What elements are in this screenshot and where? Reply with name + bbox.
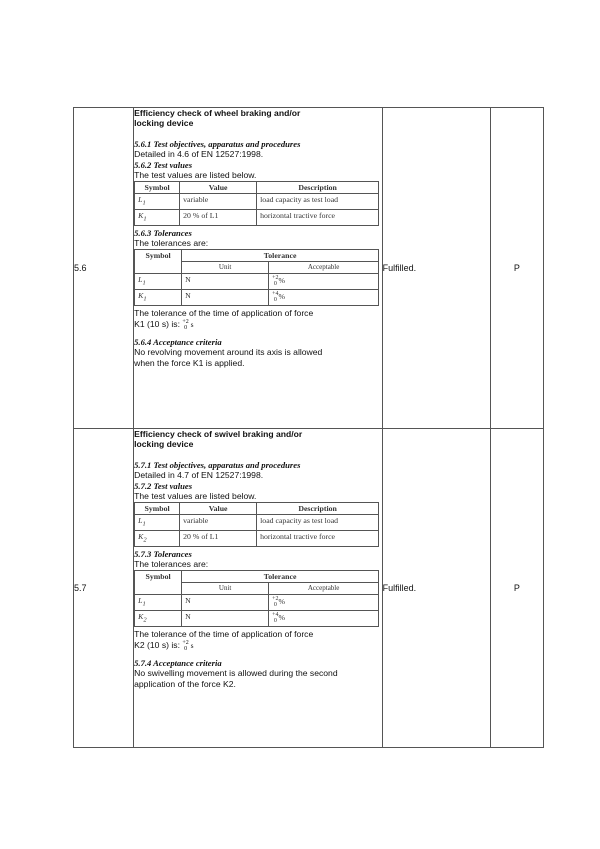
table-row: [135, 290, 379, 306]
subsection-heading: 5.7.1 Test objectives, apparatus and procedures: [134, 459, 301, 470]
table-row: [135, 611, 379, 627]
column-header: Symbol: [135, 571, 182, 595]
time-tolerance-text: K1 (10 s) is: +2 0 s: [134, 318, 194, 332]
test-report-table: [73, 107, 544, 748]
column-subheader: Acceptable: [269, 262, 379, 274]
section-title: [134, 429, 382, 450]
requirement-cell: [134, 108, 383, 429]
column-subheader: Unit: [182, 262, 269, 274]
test-values-table: [134, 502, 379, 546]
tolerances-table: [134, 570, 379, 627]
subsection-text: The tolerances are:: [134, 237, 209, 248]
section-title-line: Efficiency check of swivel braking and/or: [134, 429, 303, 439]
acceptable-cell: +4 0 %: [269, 611, 379, 627]
description-cell: load capacity as test load: [257, 194, 379, 210]
subsection-heading: 5.6.4 Acceptance criteria: [134, 337, 222, 348]
column-header: Symbol: [135, 250, 182, 274]
result-cell: Fulfilled.: [382, 108, 490, 429]
acceptable-cell: +2 0 %: [269, 274, 379, 290]
column-header: Tolerance: [182, 250, 379, 262]
section-title-line: locking device: [134, 118, 194, 129]
section-title: [134, 108, 382, 129]
report-row-5-7: [74, 429, 544, 748]
description-cell: horizontal tractive force: [257, 530, 379, 546]
description-cell: load capacity as test load: [257, 515, 379, 531]
column-subheader: Unit: [182, 583, 269, 595]
symbol-cell: $K_1$: [135, 290, 182, 306]
table-row: [135, 595, 379, 611]
table-row: [135, 209, 379, 225]
report-row-5-6: [74, 108, 544, 429]
acceptable-cell: +4 0 %: [269, 290, 379, 306]
subsection-text: The test values are listed below.: [134, 170, 257, 181]
subsection-text: when the force K1 is applied.: [134, 357, 245, 368]
clause-number: 5.6: [74, 108, 134, 429]
subsection-heading: 5.6.1 Test objectives, apparatus and procedures: [134, 138, 301, 149]
verdict-cell: P: [490, 108, 543, 429]
subsection-text: The test values are listed below.: [134, 491, 257, 502]
column-header: Symbol: [135, 503, 180, 515]
symbol-cell: $L_1$: [135, 515, 180, 531]
table-row: [135, 274, 379, 290]
time-tolerance-text: K2 (10 s) is: +2 0 s: [134, 639, 194, 653]
column-header: Value: [180, 503, 257, 515]
column-header: Description: [257, 503, 379, 515]
symbol-cell: $K_1$: [135, 209, 180, 225]
subsection-heading: 5.7.4 Acceptance criteria: [134, 658, 222, 669]
clause-number: 5.7: [74, 429, 134, 748]
column-header: Symbol: [135, 182, 180, 194]
subsection-text: Detailed in 4.6 of EN 12527:1998.: [134, 149, 264, 160]
column-header: Tolerance: [182, 571, 379, 583]
time-tolerance-text: The tolerance of the time of application of force: [134, 629, 314, 640]
column-subheader: Acceptable: [269, 583, 379, 595]
test-values-table: [134, 181, 379, 225]
symbol-cell: $K_2$: [135, 611, 182, 627]
symbol-cell: $L_1$: [135, 274, 182, 290]
subsection-heading: 5.6.3 Tolerances: [134, 227, 192, 238]
symbol-cell: $L_1$: [135, 194, 180, 210]
value-cell: 20 % of L1: [180, 209, 257, 225]
unit-cell: N: [182, 274, 269, 290]
column-header: Value: [180, 182, 257, 194]
column-header: Description: [257, 182, 379, 194]
symbol-cell: $K_2$: [135, 530, 180, 546]
section-title-line: Efficiency check of wheel braking and/or: [134, 108, 301, 118]
verdict-cell: P: [490, 429, 543, 748]
subsection-text: Detailed in 4.7 of EN 12527:1998.: [134, 470, 264, 481]
subsection-text: application of the force K2.: [134, 678, 236, 689]
section-title-line: locking device: [134, 439, 194, 450]
tolerances-table: [134, 249, 379, 306]
value-cell: variable: [180, 194, 257, 210]
acceptable-cell: +2 0 %: [269, 595, 379, 611]
unit-cell: N: [182, 595, 269, 611]
table-row: [135, 194, 379, 210]
table-row: [135, 530, 379, 546]
subsection-heading: 5.7.3 Tolerances: [134, 548, 192, 559]
result-cell: Fulfilled.: [382, 429, 490, 748]
unit-cell: N: [182, 290, 269, 306]
subsection-heading: 5.7.2 Test values: [134, 480, 193, 491]
table-row: [135, 515, 379, 531]
subsection-text: No revolving movement around its axis is allowed: [134, 347, 323, 358]
time-tolerance-text: The tolerance of the time of application of force: [134, 308, 314, 319]
symbol-cell: $L_1$: [135, 595, 182, 611]
value-cell: 20 % of L1: [180, 530, 257, 546]
value-cell: variable: [180, 515, 257, 531]
requirement-cell: [134, 429, 383, 748]
subsection-heading: 5.6.2 Test values: [134, 159, 193, 170]
unit-cell: N: [182, 611, 269, 627]
subsection-text: The tolerances are:: [134, 558, 209, 569]
subsection-text: No swivelling movement is allowed during the second: [134, 668, 338, 679]
description-cell: horizontal tractive force: [257, 209, 379, 225]
